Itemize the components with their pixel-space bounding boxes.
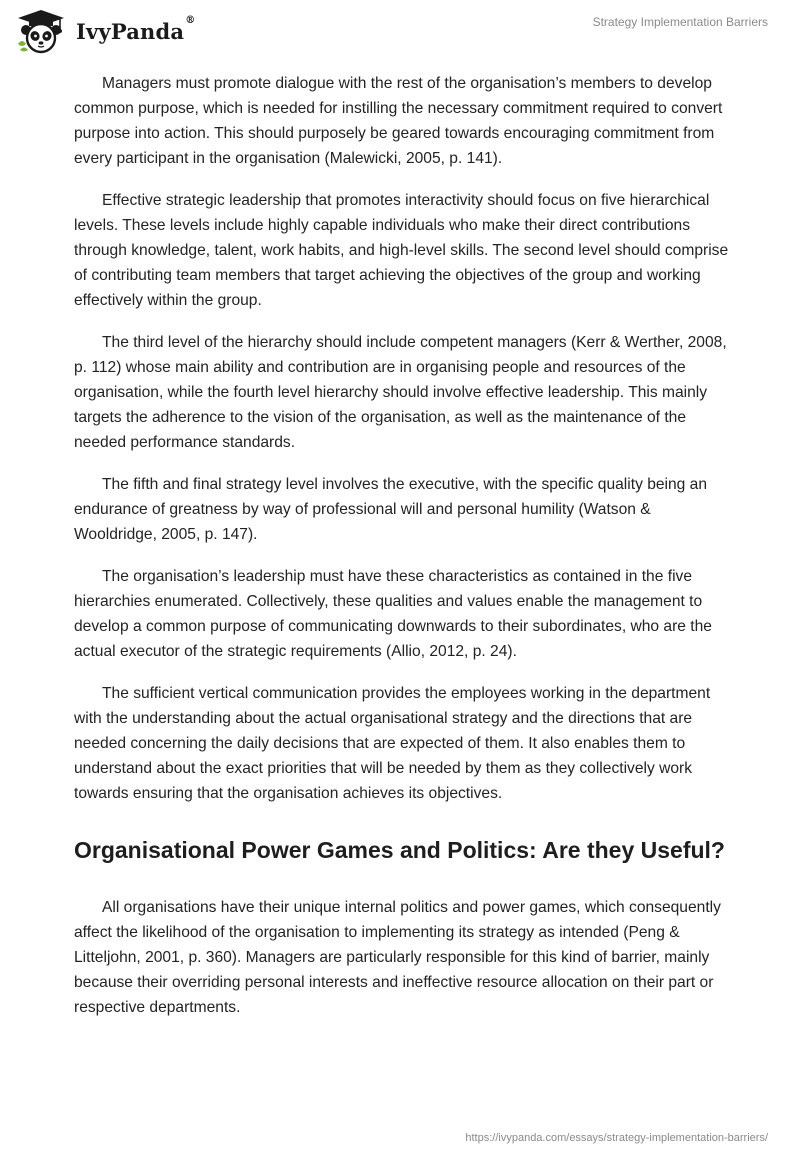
page-header <box>0 0 800 60</box>
paragraph: The sufficient vertical communication provides the employees working in the department with the understanding about the actual organisational strategy and the directions that are needed concerning the daily decisions that are expected of them. It also enables them to understand about the exact priorities that will be needed by them as they collectively work towards ensuring that the organisation achieves its objectives. <box>74 685 711 802</box>
source-url[interactable]: https://ivypanda.com/essays/strategy-implementation-barriers/ <box>465 1132 768 1144</box>
brand-logo[interactable] <box>14 8 195 54</box>
panda-graduate-icon <box>14 8 68 54</box>
paragraph: Effective strategic leadership that promotes interactivity should focus on five hierarchical levels. These levels include highly capable individuals who make their direct contributions through knowledge, talent, work habits, and high-level skills. The second level should comprise of contributing team members that target achieving the objectives of the group and working effectively within the group. <box>74 192 729 309</box>
paragraph: The organisation’s leadership must have these characteristics as contained in the five hierarchies enumerated. Collectively, these qualities and values enable the management to develop a common purpose of communicating downwards to their subordinates, who are the actual executor of the strategic requirements (Allio, 2012, p. 24). <box>74 568 712 660</box>
brand-name: IvyPanda® <box>76 14 196 44</box>
paragraph: Managers must promote dialogue with the rest of the organisation’s members to develop common purpose, which is needed for instilling the necessary commitment required to convert purpose into action. This should purposely be geared towards encouraging commitment from every participant in the organisation (Malewicki, 2005, p. 141). <box>74 75 723 167</box>
paragraph: The third level of the hierarchy should include competent managers (Kerr & Werther, 2008, p. 112) whose main ability and contribution are in organising people and resources of the organisation, while the fourth level hierarchy should involve effective leadership. This mainly targets the adherence to the vision of the organisation, as well as the maintenance of the needed performance standards. <box>74 334 727 451</box>
registered-mark: ® <box>185 14 196 26</box>
paragraph: The fifth and final strategy level involves the executive, with the specific quality being an endurance of greatness by way of professional will and personal humility (Watson & Wooldridge, 2005, p. 147). <box>74 476 708 543</box>
paragraph: All organisations have their unique internal politics and power games, which consequently affect the likelihood of the organisation to implementing its strategy as intended (Peng & Litteljohn, 2001, p. 360). Managers are particularly responsible for this kind of barrier, mainly because their overriding personal interests and ineffective resource allocation on their part or respective departments. <box>74 899 721 1016</box>
section-heading: Organisational Power Games and Politics: Are they Useful? <box>74 837 725 863</box>
document-title: Strategy Implementation Barriers <box>592 15 768 29</box>
essay-body <box>74 71 730 1037</box>
